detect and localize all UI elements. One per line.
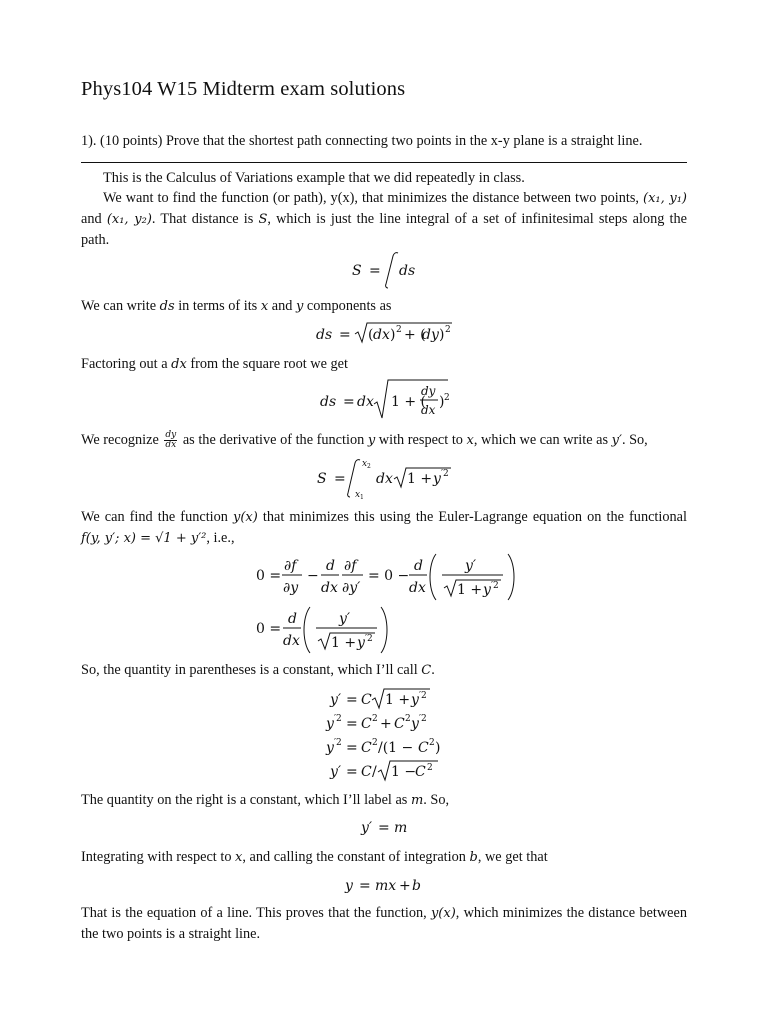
svg-text:b: b xyxy=(412,878,421,894)
equation-y-prime-m xyxy=(0,815,768,839)
svg-text:=: = xyxy=(346,764,358,780)
svg-text:y: y xyxy=(483,582,491,598)
divider xyxy=(81,162,687,163)
svg-text:=: = xyxy=(339,327,351,343)
svg-text:∂f: ∂f xyxy=(284,558,297,574)
paragraph-ds: We can write ds in terms of its x and y components as xyxy=(81,298,392,314)
svg-text:m: m xyxy=(394,820,408,836)
svg-text:′2: ′2 xyxy=(419,714,427,724)
equation-S-definite xyxy=(0,455,768,501)
question-text: 1). (10 points) Prove that the shortest path connecting two points in the x-y plane is a straight line. xyxy=(81,133,643,149)
svg-text:=: = xyxy=(346,716,358,732)
svg-text:′2: ′2 xyxy=(419,691,427,701)
svg-text:y′: y′ xyxy=(330,764,342,780)
svg-text:d: d xyxy=(288,611,297,627)
svg-text:′2: ′2 xyxy=(441,469,449,479)
svg-text:=: = xyxy=(334,471,346,487)
svg-text:∂f: ∂f xyxy=(344,558,357,574)
svg-text:d: d xyxy=(414,558,423,574)
svg-text:∂y′: ∂y′ xyxy=(342,580,361,596)
paragraph-integrate: Integrating with respect to x, and calling the constant of integration b, we get that xyxy=(81,849,548,865)
svg-text:=: = xyxy=(346,692,358,708)
svg-text:2: 2 xyxy=(396,325,402,335)
paragraph-factor: Factoring out a dx from the square root we get xyxy=(81,356,348,372)
equation-ds-components xyxy=(0,320,768,350)
paragraph-goal: We want to find the function (or path), y(x), that minimizes the distance between two points, (x₁, y₁) and (x₁, y₂). That distance is S, which is just the line integral of a set of infinitesimal steps along the path. xyxy=(81,190,687,248)
svg-text:C: C xyxy=(361,692,372,708)
svg-text:2: 2 xyxy=(445,325,451,335)
svg-text:C: C xyxy=(415,764,426,780)
svg-text:1 +: 1 + xyxy=(385,692,411,708)
equation-line xyxy=(0,873,768,897)
math-functional: f(y, y′; x) = √1 + y′² xyxy=(81,531,207,546)
svg-text:): ) xyxy=(439,327,445,343)
svg-text:+ (: + ( xyxy=(404,327,426,343)
svg-text:ds: ds xyxy=(320,394,337,410)
svg-text:= 0 −: = 0 − xyxy=(368,568,410,584)
svg-text:dx: dx xyxy=(376,471,393,487)
svg-text:dx: dx xyxy=(409,580,426,596)
svg-text:C: C xyxy=(418,740,429,756)
svg-text:=: = xyxy=(378,820,390,836)
svg-text:): ) xyxy=(390,327,396,343)
svg-text:/(1 −: /(1 − xyxy=(378,740,414,756)
svg-text:y: y xyxy=(357,635,365,651)
equation-ds-factored xyxy=(0,378,768,424)
svg-text:): ) xyxy=(439,394,445,410)
svg-text:dx: dx xyxy=(357,394,374,410)
svg-text:2: 2 xyxy=(367,463,371,470)
svg-text:d: d xyxy=(326,558,335,574)
svg-text:1 +: 1 + xyxy=(331,635,357,651)
svg-text:′2: ′2 xyxy=(334,738,342,748)
svg-text:ds: ds xyxy=(399,263,416,279)
svg-text:y: y xyxy=(345,878,353,894)
svg-text:C: C xyxy=(361,740,372,756)
paragraph-conclusion: That is the equation of a line. This proves that the function, y(x), which minimizes the distance between the two points is a straight line. xyxy=(81,905,687,942)
svg-text:y′: y′ xyxy=(361,820,373,836)
svg-text:C: C xyxy=(361,716,372,732)
svg-text:=: = xyxy=(346,740,358,756)
svg-text:(: ( xyxy=(368,327,374,343)
svg-text:x: x xyxy=(362,459,368,469)
svg-text:dy: dy xyxy=(421,384,436,398)
svg-text:y′: y′ xyxy=(330,692,342,708)
svg-text:+: + xyxy=(380,716,392,732)
svg-text:+: + xyxy=(399,878,411,894)
svg-text:y: y xyxy=(411,716,419,732)
svg-text:dx: dx xyxy=(421,403,436,417)
svg-text:y: y xyxy=(326,716,334,732)
svg-text:2: 2 xyxy=(444,393,450,403)
page-title: Phys104 W15 Midterm exam solutions xyxy=(81,78,406,100)
svg-text:=: = xyxy=(343,394,355,410)
svg-text:2: 2 xyxy=(372,714,378,724)
svg-text:1: 1 xyxy=(360,494,364,501)
svg-text:dx: dx xyxy=(373,327,390,343)
svg-text:y′: y′ xyxy=(339,611,351,627)
svg-text:dy: dy xyxy=(422,327,439,343)
svg-text:C: C xyxy=(394,716,405,732)
svg-text:2: 2 xyxy=(372,738,378,748)
svg-text:=: = xyxy=(359,878,371,894)
paragraph-label-m: The quantity on the right is a constant, which I’ll label as m. So, xyxy=(81,792,450,808)
svg-text:ds: ds xyxy=(316,327,333,343)
svg-text:1 +: 1 + xyxy=(407,471,433,487)
svg-text:C: C xyxy=(361,764,372,780)
svg-text:′2: ′2 xyxy=(491,581,499,591)
svg-text:y: y xyxy=(326,740,334,756)
svg-text:x: x xyxy=(355,490,361,500)
svg-text:1 −: 1 − xyxy=(391,764,417,780)
svg-text:): ) xyxy=(435,740,441,756)
svg-text:S: S xyxy=(352,263,362,279)
svg-text:−: − xyxy=(307,568,319,584)
svg-text:=: = xyxy=(369,263,381,279)
svg-text:2: 2 xyxy=(427,763,433,773)
svg-text:1 +: 1 + xyxy=(457,582,483,598)
svg-text:′2: ′2 xyxy=(334,714,342,724)
svg-text:1 + (: 1 + ( xyxy=(391,394,426,410)
paragraph-constant: So, the quantity in parentheses is a constant, which I’ll call C. xyxy=(81,662,435,678)
equation-S-integral xyxy=(0,250,768,290)
svg-text:y: y xyxy=(433,471,441,487)
paragraph-derivative: We recognize $\frac{dy}{dx}$ as the derivative of the function y with respect to x, which we can write as y′. So, xyxy=(81,430,648,451)
svg-text:2: 2 xyxy=(429,738,435,748)
svg-text:y: y xyxy=(411,692,419,708)
math-point-2: (x₁, y₂) xyxy=(106,212,152,227)
svg-text:∂y: ∂y xyxy=(283,580,299,596)
math-dy-dx: $\frac{dy}{dx}$ xyxy=(165,430,177,451)
svg-text:y′: y′ xyxy=(465,558,477,574)
svg-text:2: 2 xyxy=(405,714,411,724)
math-point-1: (x₁, y₁) xyxy=(643,191,687,206)
paragraph-euler-intro: We can find the function y(x) that minimizes this using the Euler-Lagrange equation on the functional f(y, y′; x) = √1 + y′², i.e., xyxy=(81,509,687,546)
svg-text:0 =: 0 = xyxy=(256,621,282,637)
svg-text:/: / xyxy=(372,764,377,780)
svg-text:mx: mx xyxy=(375,878,397,894)
equation-solve-y-prime xyxy=(0,686,768,782)
svg-text:′2: ′2 xyxy=(365,634,373,644)
svg-text:dx: dx xyxy=(283,633,300,649)
svg-text:0 =: 0 = xyxy=(256,568,282,584)
svg-text:dx: dx xyxy=(321,580,338,596)
paragraph-intro: This is the Calculus of Variations example that we did repeatedly in class. xyxy=(103,170,525,186)
svg-text:S: S xyxy=(317,471,327,487)
equation-euler-lagrange xyxy=(0,548,768,656)
